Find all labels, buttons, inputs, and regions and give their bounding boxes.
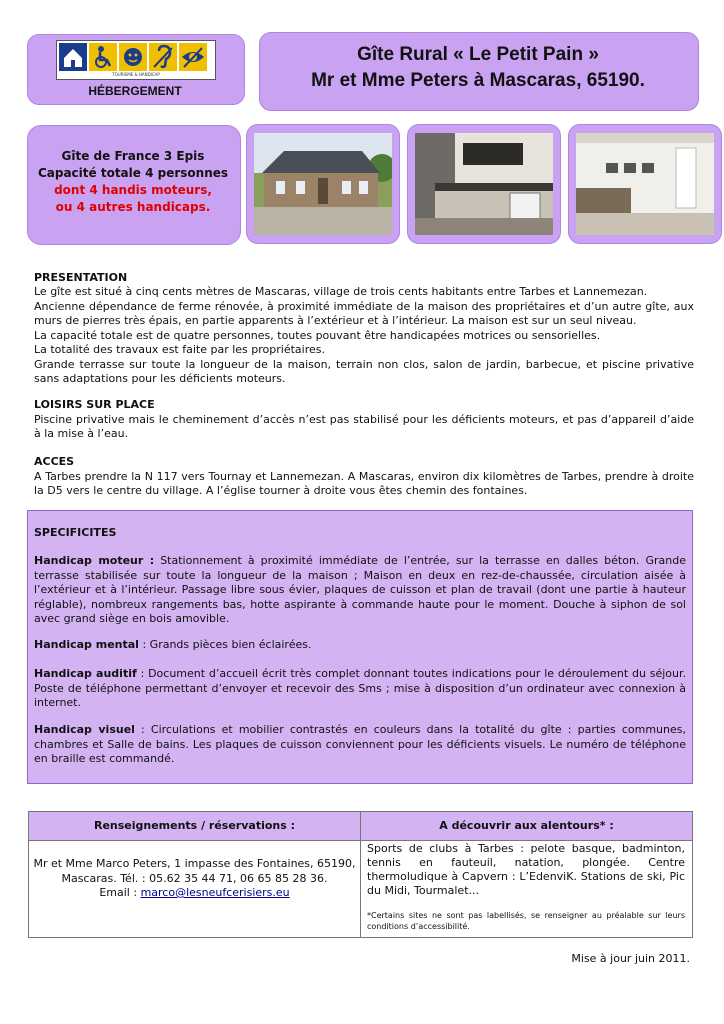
label-other-capacity: ou 4 autres handicaps. [55,200,211,214]
acces-text: A Tarbes prendre la N 117 vers Tournay et Lannemezan. A Mascaras, environ dix kilomètres de Tarbes, prendre à droite la D5 vers le centre du village. A l’église tourner à droite vous êtes chemin des fontaines. [34,469,694,497]
spec-moteur-label: Handicap moteur : [34,554,155,567]
mental-disability-icon [119,43,147,71]
photo-exterior [254,133,392,235]
visual-icon [179,43,207,71]
header-reservations: Renseignements / réservations : [29,812,361,841]
spec-moteur [34,554,686,627]
house-icon [59,43,87,71]
discover-text: Sports de clubs à Tarbes : pelote basque, badminton, tennis en fauteuil, natation, plongée. Centre thermoludique à Capvern : L’EdenviK. Stations de ski, Pic du Midi, Tourmalet... [367,842,685,897]
presentation-line-4: La totalité des travaux est faite par les propriétaires. [34,343,325,356]
heading-loisirs: LOISIRS SUR PLACE [34,398,155,411]
wheelchair-icon [89,43,117,71]
header-discover: A découvrir aux alentours* : [361,812,692,841]
email-label: Email : [99,886,141,899]
presentation-line-5: Grande terrasse sur toute la longueur de la maison, terrain non clos, salon de jardin, barbecue, et piscine privative sans adaptations pour les déficients moteurs. [34,357,694,385]
heading-specificites: SPECIFICITES [34,526,117,539]
tourisme-handicap-logo [56,40,216,80]
spec-mental [34,638,686,653]
contact-phone: Mascaras. Tél. : 05.62 35 44 71, 06 65 85 28 36. [61,871,328,885]
spec-visuel-text: : Circulations et mobilier contrastés en couleurs dans la totalité du gîte : parties communes, chambres et Salle de bains. Les plaques de cuisson conviennent pour les déficients visuels. Le numéro de téléphone en braille est commandé. [34,723,686,765]
label-rating: Gîte de France 3 Epis [61,149,205,163]
photo-kitchen [415,133,553,235]
presentation-line-2: Ancienne dépendance de ferme rénovée, à proximité immédiate de la maison des propriétaires et d’un autre gîte, aux murs de pierres très épais, en partie apparents à l’extérieur et à l’intérieur. La maison est sur un seul niveau. [34,299,694,327]
photo-frame-exterior [246,124,400,244]
spec-visuel-label: Handicap visuel [34,723,135,736]
last-updated: Mise à jour juin 2011. [571,952,690,965]
presentation-line-3: La capacité totale est de quatre personnes, toutes pouvant être handicapées motrices ou sensorielles. [34,328,601,342]
spec-auditif [34,667,686,711]
photo-frame-kitchen [407,124,561,244]
presentation-line-1: Le gîte est situé à cinq cents mètres de Mascaras, village de trois cents habitants entre Tarbes et Lannemezan. [34,285,648,298]
email-link[interactable]: marco@lesneufcerisiers.eu [140,886,290,899]
spec-auditif-text: : Document d’accueil écrit très complet donnant toutes indications pour le déroulement du séjour. Poste de téléphone permettant d’envoyer et recevoir des Sms ; mise à disposition d’un ordinateur avec connexion à internet. [34,667,687,709]
spec-visuel [34,723,686,767]
contact-email-row [29,886,360,901]
hearing-icon [149,43,177,71]
photo-frame-living-room [568,124,722,244]
spec-mental-text: : Grands pièces bien éclairées. [138,638,312,651]
page-subtitle: Mr et Mme Peters à Mascaras, 65190. [311,70,645,91]
spec-mental-label: Handicap mental [34,638,139,651]
contact-table [28,811,693,938]
category-label: HÉBERGEMENT [88,84,182,98]
contact-address: Mr et Mme Marco Peters, 1 impasse des Fontaines, 65190, [33,857,356,870]
loisirs-text: Piscine privative mais le cheminement d’accès n’est pas stabilisé pour les déficients moteurs, et pas d’appareil d’aide à la mise à l’eau. [34,412,694,440]
heading-acces: ACCES [34,455,75,468]
label-capacity: Capacité totale 4 personnes [37,166,229,180]
logo-caption: TOURISME & HANDICAP [112,72,160,77]
spec-moteur-text: Stationnement à proximité immédiate de l’entrée, sur la terrasse en dalles béton. Grande terrasse stabilisée sur toute la longueur de la maison ; Maison en deux en rez-de-chaussée, circulation aisée à l’extérieur et à l’intérieur. Passage libre sous évier, plaques de cuisson et plan de travail (dont une partie à hauteur réglable), nombreux rangements bas, hotte aspirante à commande haute pour le moment. Douche à siphon de sol avec grand siège en bois amovible. [34,554,686,625]
photo-living-room [576,133,714,235]
accessibility-footnote: *Certains sites ne sont pas labellisés, se renseigner au préalable sur leurs conditions d’accessibilité. [367,911,685,931]
contact-cell [29,857,360,901]
label-motor-capacity: dont 4 handis moteurs, [54,183,212,197]
spec-auditif-label: Handicap auditif [34,667,137,680]
heading-presentation: PRESENTATION [34,271,128,284]
page-title: Gîte Rural « Le Petit Pain » [357,44,599,65]
